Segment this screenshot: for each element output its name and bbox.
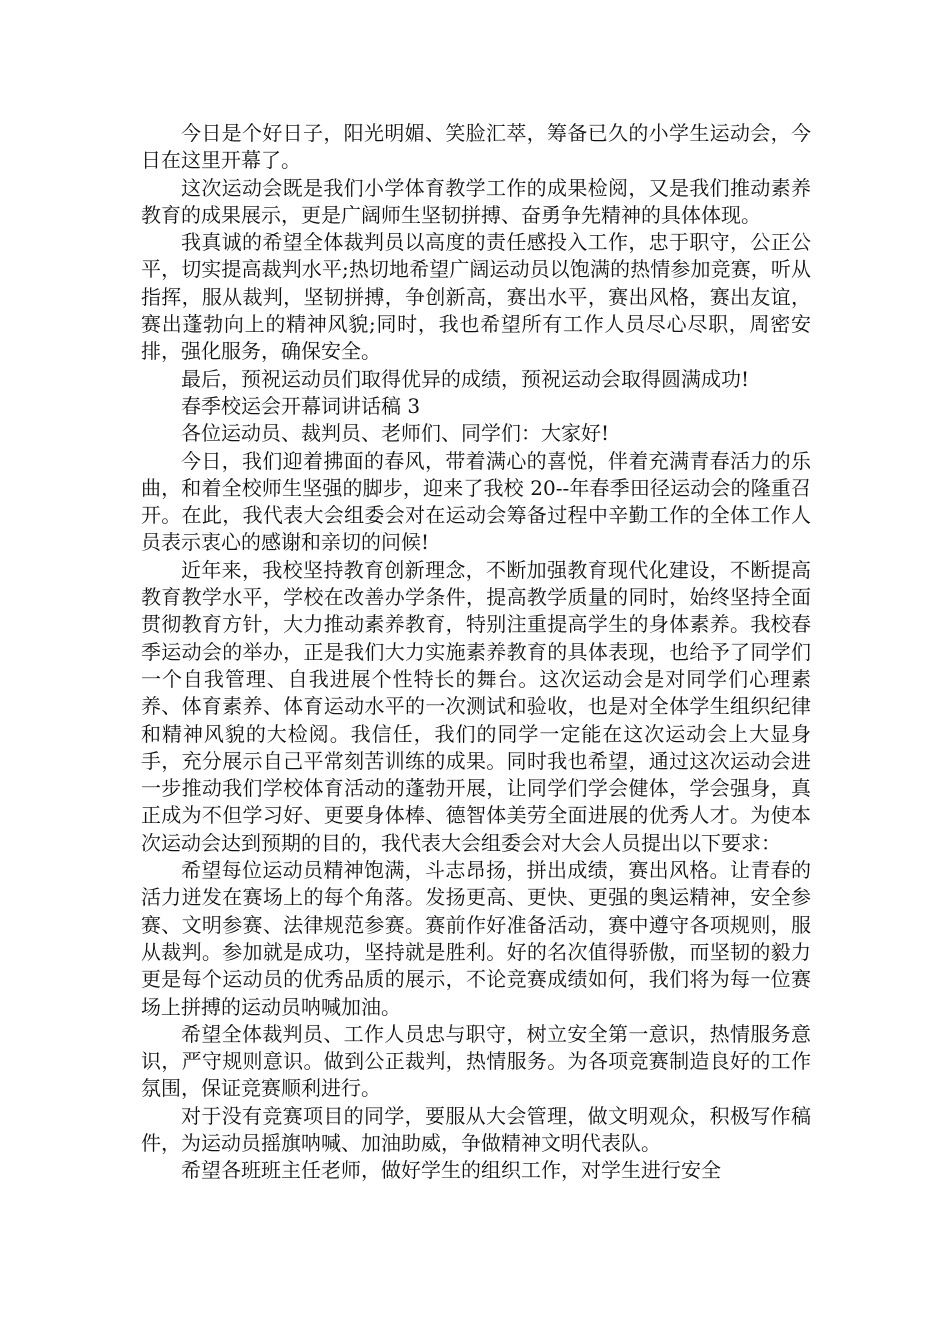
document-page bbox=[141, 120, 811, 1185]
paragraph: 这次运动会既是我们小学体育教学工作的成果检阅，又是我们推动素养教育的成果展示，更是广阔师生坚韧拼搏、奋勇争先精神的具体体现。 bbox=[141, 175, 811, 227]
paragraph: 今日是个好日子，阳光明媚、笑脸汇萃，筹备已久的小学生运动会，今日在这里开幕了。 bbox=[141, 121, 811, 173]
section-heading: 春季校运会开幕词讲话稿 3 bbox=[181, 393, 421, 418]
paragraph: 今日，我们迎着拂面的春风，带着满心的喜悦，伴着充满青春活力的乐曲，和着全校师生坚强的脚步，迎来了我校 20--年春季田径运动会的隆重召开。在此，我代表大会组委会对在运动会筹备过程中辛勤工作的全体工作人员表示衷心的感谢和亲切的问候! bbox=[141, 448, 811, 555]
paragraph: 希望各班班主任老师，做好学生的组织工作，对学生进行安全 bbox=[181, 1158, 721, 1183]
paragraph: 希望每位运动员精神饱满，斗志昂扬，拼出成绩，赛出风格。让青春的活力迸发在赛场上的每个角落。发扬更高、更快、更强的奥运精神，安全参赛、文明参赛、法律规范参赛。赛前作好准备活动，赛中遵守各项规则，服从裁判。参加就是成功，坚持就是胜利。好的名次值得骄傲，而坚韧的毅力更是每个运动员的优秀品质的展示，不论竞赛成绩如何，我们将为每一位赛场上拼搏的运动员呐喊加油。 bbox=[141, 858, 811, 1019]
paragraph: 近年来，我校坚持教育创新理念，不断加强教育现代化建设，不断提高教育教学水平，学校在改善办学条件，提高教学质量的同时，始终坚持全面贯彻教育方针，大力推动素养教育，特别注重提高学生的身体素养。我校春季运动会的举办，正是我们大力实施素养教育的具体表现，也给予了同学们一个自我管理、自我进展个性特长的舞台。这次运动会是对同学们心理素养、体育素养、体育运动水平的一次测试和验收，也是对全体学生组织纪律和精神风貌的大检阅。我信任，我们的同学一定能在这次运动会上大显身手，充分展示自己平常刻苦训练的成果。同时我也希望，通过这次运动会进一步推动我们学校体育活动的蓬勃开展，让同学们学会健体，学会强身，真正成为不但学习好、更要身体棒、德智体美劳全面进展的优秀人才。为使本次运动会达到预期的目的，我代表大会组委会对大会人员提出以下要求： bbox=[141, 557, 811, 855]
paragraph: 对于没有竞赛项目的同学，要服从大会管理，做文明观众，积极写作稿件，为运动员摇旗呐喊、加油助威，争做精神文明代表队。 bbox=[141, 1103, 811, 1155]
salutation: 各位运动员、裁判员、老师们、同学们：大家好! bbox=[181, 421, 610, 446]
paragraph: 我真诚的希望全体裁判员以高度的责任感投入工作，忠于职守，公正公平，切实提高裁判水平;热切地希望广阔运动员以饱满的热情参加竞赛，听从指挥，服从裁判，坚韧拼搏，争创新高，赛出水平，赛出风格，赛出友谊，赛出蓬勃向上的精神风貌;同时，我也希望所有工作人员尽心尽职，周密安排，强化服务，确保安全。 bbox=[141, 230, 811, 364]
paragraph: 希望全体裁判员、工作人员忠与职守，树立安全第一意识，热情服务意识，严守规则意识。做到公正裁判，热情服务。为各项竞赛制造良好的工作氛围，保证竞赛顺利进行。 bbox=[141, 1021, 811, 1101]
paragraph: 最后，预祝运动员们取得优异的成绩，预祝运动会取得圆满成功! bbox=[181, 366, 750, 391]
